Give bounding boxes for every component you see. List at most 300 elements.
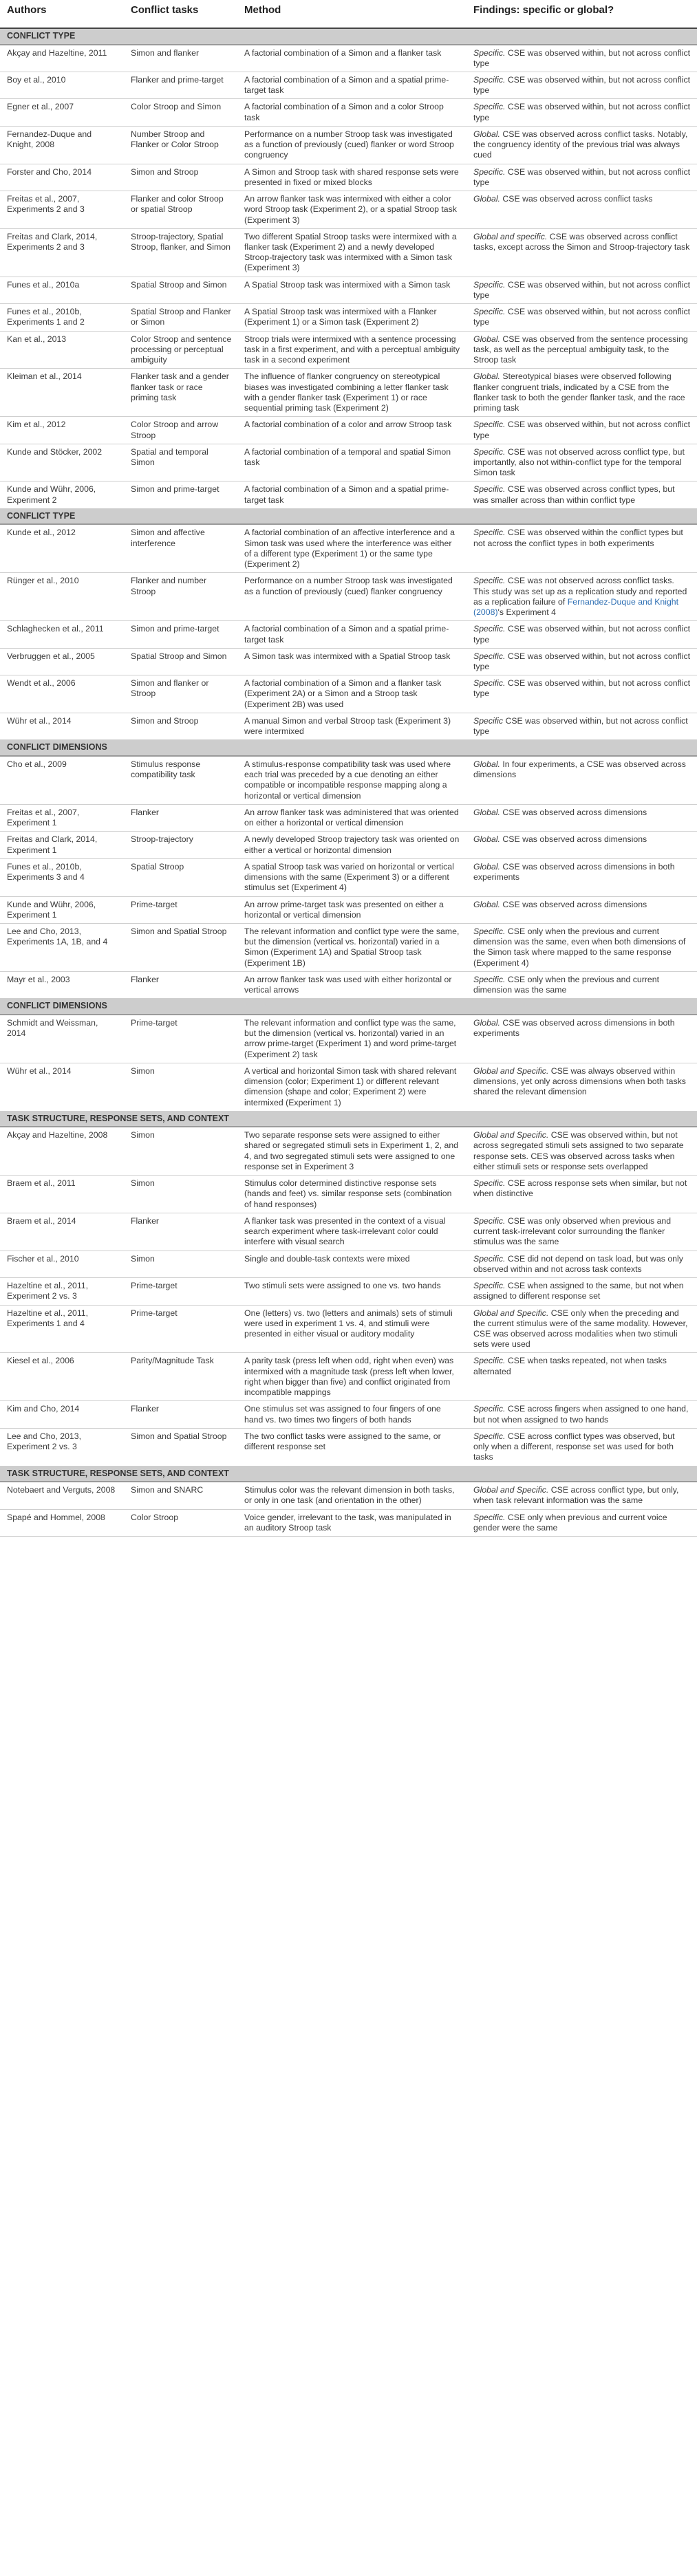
table-row bbox=[0, 369, 697, 417]
author-cell: Fernandez-Duque and Knight, 2008 bbox=[0, 126, 124, 164]
table-row bbox=[0, 832, 697, 858]
finding-verdict: Specific. bbox=[473, 1404, 506, 1414]
author-cell: Kan et al., 2013 bbox=[0, 331, 124, 369]
conflict-tasks-cell: Flanker and number Stroop bbox=[124, 573, 237, 621]
section-header-row bbox=[0, 999, 697, 1015]
findings-cell bbox=[467, 524, 697, 572]
finding-text: CSE was observed across dimensions bbox=[500, 807, 647, 817]
finding-text: CSE was observed within, but not across conflict type bbox=[473, 651, 691, 672]
method-cell: Two separate response sets were assigned to either shared or segregated stimuli sets in Experiment 1, 2, and 4, and two segregated stimuli sets were assigned to one response set in Experiment 3 bbox=[237, 1127, 467, 1175]
section-title: TASK STRUCTURE, RESPONSE SETS, AND CONTEXT bbox=[0, 1111, 697, 1127]
finding-verdict: Specific. bbox=[473, 1253, 506, 1264]
finding-text: In four experiments, a CSE was observed across dimensions bbox=[473, 759, 686, 780]
findings-cell bbox=[467, 621, 697, 648]
conflict-tasks-cell: Simon and Spatial Stroop bbox=[124, 1428, 237, 1466]
table-row bbox=[0, 331, 697, 369]
finding-verdict: Specific. bbox=[473, 279, 506, 290]
finding-text: Stereotypical biases were observed following flanker congruent trials, indicated by a CSE from the flanker task to both the gender flanker task, and the race priming task bbox=[473, 371, 685, 413]
finding-text: CSE was always observed within dimensions, yet only across dimensions when both tasks shared the relevant dimension bbox=[473, 1065, 686, 1097]
author-cell: Kunde and Wühr, 2006, Experiment 1 bbox=[0, 896, 124, 923]
finding-verdict: Specific. bbox=[473, 1215, 506, 1226]
method-cell: An arrow flanker task was administered that was oriented on either a horizontal or vertical dimension bbox=[237, 804, 467, 831]
finding-verdict: Specific. bbox=[473, 528, 506, 538]
author-cell: Kim and Cho, 2014 bbox=[0, 1401, 124, 1428]
findings-cell bbox=[467, 1127, 697, 1175]
findings-cell bbox=[467, 923, 697, 971]
finding-verdict: Specific. bbox=[473, 974, 506, 984]
section-header-row bbox=[0, 28, 697, 45]
section-title: CONFLICT DIMENSIONS bbox=[0, 999, 697, 1015]
table-row bbox=[0, 675, 697, 713]
header-authors: Authors bbox=[0, 0, 124, 28]
table-row bbox=[0, 444, 697, 481]
conflict-tasks-cell: Simon bbox=[124, 1176, 237, 1213]
table-row bbox=[0, 804, 697, 831]
finding-verdict: Specific. bbox=[473, 446, 506, 457]
finding-verdict: Specific. bbox=[473, 47, 506, 58]
finding-text: CSE was observed across conflict tasks bbox=[500, 194, 653, 204]
finding-verdict: Global. bbox=[473, 129, 500, 139]
finding-text-tail: 's Experiment 4 bbox=[497, 607, 556, 618]
conflict-tasks-cell: Flanker task and a gender flanker task or race priming task bbox=[124, 369, 237, 417]
finding-verdict: Specific. bbox=[473, 102, 506, 112]
method-cell: Stimulus color determined distinctive response sets (hands and feet) vs. similar response sets (combination of hand responses) bbox=[237, 1176, 467, 1213]
author-cell: Spapé and Hommel, 2008 bbox=[0, 1509, 124, 1536]
table-row bbox=[0, 1509, 697, 1536]
findings-cell bbox=[467, 1305, 697, 1353]
header-row bbox=[0, 0, 697, 28]
method-cell: Two stimuli sets were assigned to one vs. two hands bbox=[237, 1278, 467, 1305]
author-cell: Freitas et al., 2007, Experiment 1 bbox=[0, 804, 124, 831]
table-row bbox=[0, 756, 697, 804]
method-cell: Performance on a number Stroop task was investigated as a function of previously (cued) flanker congruency bbox=[237, 573, 467, 621]
section-header-row bbox=[0, 1111, 697, 1127]
finding-verdict: Specific. bbox=[473, 166, 506, 177]
method-cell: A factorial combination of a Simon and a spatial prime-target task bbox=[237, 481, 467, 508]
conflict-tasks-cell: Spatial and temporal Simon bbox=[124, 444, 237, 481]
finding-verdict: Specific. bbox=[473, 624, 506, 634]
finding-verdict: Specific. bbox=[473, 74, 506, 85]
findings-cell bbox=[467, 1509, 697, 1536]
method-cell: A factorial combination of a Simon and a flanker task (Experiment 2A) or a Simon and a Stroop task (Experiment 2B) was used bbox=[237, 675, 467, 713]
method-cell: A parity task (press left when odd, right when even) was intermixed with a magnitude task (press left when lower, right when bigger than five) and conflict originated from incompatible mappings bbox=[237, 1353, 467, 1401]
method-cell: A Spatial Stroop task was intermixed with a Flanker (Experiment 1) or a Simon task (Experiment 2) bbox=[237, 304, 467, 331]
findings-cell bbox=[467, 756, 697, 804]
author-cell: Mayr et al., 2003 bbox=[0, 971, 124, 998]
conflict-tasks-cell: Simon bbox=[124, 1063, 237, 1111]
table-body bbox=[0, 28, 697, 1537]
finding-text: CSE was observed from the sentence processing task, as well as the perceptual ambiguity task, to the Stroop task bbox=[473, 334, 688, 365]
findings-cell bbox=[467, 1482, 697, 1509]
finding-verdict: Specific. bbox=[473, 307, 506, 317]
table-row bbox=[0, 1353, 697, 1401]
method-cell: One stimulus set was assigned to four fingers of one hand vs. two times two fingers of both hands bbox=[237, 1401, 467, 1428]
finding-text: CSE was observed within, but not across conflict type bbox=[473, 166, 691, 187]
finding-text: CSE was not observed across conflict tasks. This study was set up as a replication study and reported as a replication failure of bbox=[473, 576, 687, 607]
table-row bbox=[0, 164, 697, 191]
finding-text: CSE was observed across dimensions bbox=[500, 899, 647, 909]
conflict-tasks-cell: Prime-target bbox=[124, 1015, 237, 1063]
findings-cell bbox=[467, 1015, 697, 1063]
table-row bbox=[0, 99, 697, 126]
author-cell: Funes et al., 2010b, Experiments 3 and 4 bbox=[0, 858, 124, 896]
findings-cell bbox=[467, 573, 697, 621]
finding-text: CSE only when the previous and current dimension was the same, even when both dimensions of the Simon task where mapped to the same response (Experiment 4) bbox=[473, 926, 686, 968]
author-cell: Wühr et al., 2014 bbox=[0, 713, 124, 739]
finding-verdict: Specific. bbox=[473, 420, 506, 430]
finding-text: CSE was observed within, but not across conflict type bbox=[473, 74, 691, 96]
author-cell: Kim et al., 2012 bbox=[0, 417, 124, 444]
finding-verdict: Global and Specific. bbox=[473, 1485, 549, 1495]
table-row bbox=[0, 417, 697, 444]
finding-text: CSE only when the previous and current dimension was the same bbox=[473, 974, 660, 995]
header-findings: Findings: specific or global? bbox=[467, 0, 697, 28]
findings-cell bbox=[467, 675, 697, 713]
finding-text: CSE was observed within, but not across segregated stimuli sets assigned to two separate response sets. CES was observed across tasks when either stimuli sets or response sets overlapped bbox=[473, 1130, 684, 1171]
findings-cell bbox=[467, 713, 697, 739]
finding-text: CSE was not observed across conflict type, but importantly, also not within-conflict type for the temporal Simon task bbox=[473, 446, 685, 478]
finding-verdict: Global. bbox=[473, 899, 500, 909]
finding-text: CSE was observed across dimensions bbox=[500, 834, 647, 845]
findings-cell bbox=[467, 1176, 697, 1213]
method-cell: The relevant information and conflict type was the same, but the dimension (vertical vs. horizontal) varied in an arrow prime-target (Experiment 1) and word prime-target (Experiment 2) task bbox=[237, 1015, 467, 1063]
findings-cell bbox=[467, 1213, 697, 1251]
finding-text: CSE was observed within, but not across conflict type bbox=[473, 678, 691, 699]
finding-verdict: Global and Specific. bbox=[473, 1065, 549, 1076]
finding-verdict: Specific. bbox=[473, 576, 506, 586]
author-cell: Rünger et al., 2010 bbox=[0, 573, 124, 621]
finding-verdict: Global. bbox=[473, 834, 500, 845]
conflict-tasks-cell: Simon and prime-target bbox=[124, 481, 237, 508]
method-cell: A factorial combination of an affective interference and a Simon task was used where the interference was either of a different type (Experiment 1) or the same type (Experiment 2) bbox=[237, 524, 467, 572]
finding-verdict: Specific. bbox=[473, 651, 506, 661]
conflict-tasks-cell: Prime-target bbox=[124, 896, 237, 923]
author-cell: Funes et al., 2010a bbox=[0, 277, 124, 303]
conflict-tasks-cell: Flanker bbox=[124, 804, 237, 831]
finding-verdict: Global. bbox=[473, 194, 500, 204]
finding-text: CSE was observed within, but not across conflict type bbox=[473, 420, 691, 440]
header-method: Method bbox=[237, 0, 467, 28]
findings-cell bbox=[467, 1401, 697, 1428]
author-cell: Egner et al., 2007 bbox=[0, 99, 124, 126]
author-cell: Funes et al., 2010b, Experiments 1 and 2 bbox=[0, 304, 124, 331]
method-cell: Two different Spatial Stroop tasks were intermixed with a flanker task (Experiment 2) and a newly developed Stroop-trajectory task was intermixed with a Simon task (Experiment 3) bbox=[237, 228, 467, 277]
finding-text: CSE across fingers when assigned to one hand, but not when assigned to two hands bbox=[473, 1404, 689, 1425]
conflict-tasks-cell: Stimulus response compatibility task bbox=[124, 756, 237, 804]
findings-cell bbox=[467, 304, 697, 331]
method-cell: A factorial combination of a temporal and spatial Simon task bbox=[237, 444, 467, 481]
method-cell: A vertical and horizontal Simon task with shared relevant dimension (color; Experiment 1) or different relevant dimension (shape and color; Experiment 2) were intermixed (Experiment 1) bbox=[237, 1063, 467, 1111]
table-row bbox=[0, 126, 697, 164]
findings-cell bbox=[467, 858, 697, 896]
author-cell: Hazeltine et al., 2011, Experiment 2 vs. 3 bbox=[0, 1278, 124, 1305]
findings-cell bbox=[467, 99, 697, 126]
conflict-tasks-cell: Stroop-trajectory, Spatial Stroop, flanker, and Simon bbox=[124, 228, 237, 277]
table-row bbox=[0, 858, 697, 896]
method-cell: One (letters) vs. two (letters and animals) sets of stimuli were used in experiment 1 vs. 4, and stimuli were presented in either visual or auditory modality bbox=[237, 1305, 467, 1353]
author-cell: Hazeltine et al., 2011, Experiments 1 and 4 bbox=[0, 1305, 124, 1353]
finding-text: CSE was observed across dimensions in both experiments bbox=[473, 861, 675, 883]
table-row bbox=[0, 1428, 697, 1466]
author-cell: Forster and Cho, 2014 bbox=[0, 164, 124, 191]
findings-cell bbox=[467, 832, 697, 858]
finding-verdict: Specific. bbox=[473, 926, 506, 936]
method-cell: A factorial combination of a color and arrow Stroop task bbox=[237, 417, 467, 444]
findings-cell bbox=[467, 444, 697, 481]
author-cell: Wendt et al., 2006 bbox=[0, 675, 124, 713]
finding-text: CSE was observed across conflict tasks, except across the Simon and Stroop-trajectory task bbox=[473, 231, 690, 252]
table-row bbox=[0, 228, 697, 277]
table-row bbox=[0, 72, 697, 98]
method-cell: Single and double-task contexts were mixed bbox=[237, 1251, 467, 1277]
finding-text: CSE was only observed when previous and current task-irrelevant color surrounding the flanker stimulus was the same bbox=[473, 1215, 672, 1247]
finding-text: CSE was observed within the conflict types but not across the conflict types in both experiments bbox=[473, 528, 683, 548]
finding-text: CSE when assigned to the same, but not when assigned to different response set bbox=[473, 1281, 684, 1301]
conflict-tasks-cell: Simon bbox=[124, 1251, 237, 1277]
finding-text: CSE was observed within, but not across conflict type bbox=[473, 47, 691, 68]
table-row bbox=[0, 1305, 697, 1353]
author-cell: Kunde et al., 2012 bbox=[0, 524, 124, 572]
conflict-tasks-cell: Spatial Stroop bbox=[124, 858, 237, 896]
author-cell: Akçay and Hazeltine, 2011 bbox=[0, 45, 124, 72]
findings-cell bbox=[467, 804, 697, 831]
findings-cell bbox=[467, 228, 697, 277]
finding-verdict: Global and Specific. bbox=[473, 1130, 549, 1140]
section-title: TASK STRUCTURE, RESPONSE SETS, AND CONTEXT bbox=[0, 1466, 697, 1482]
method-cell: A Simon and Stroop task with shared response sets were presented in fixed or mixed blocks bbox=[237, 164, 467, 191]
method-cell: A factorial combination of a Simon and a spatial prime-target task bbox=[237, 72, 467, 98]
author-cell: Cho et al., 2009 bbox=[0, 756, 124, 804]
table-row bbox=[0, 896, 697, 923]
conflict-tasks-cell: Color Stroop and Simon bbox=[124, 99, 237, 126]
author-cell: Fischer et al., 2010 bbox=[0, 1251, 124, 1277]
finding-verdict: Global. bbox=[473, 759, 500, 769]
table-row bbox=[0, 923, 697, 971]
findings-cell bbox=[467, 1353, 697, 1401]
table-row bbox=[0, 648, 697, 675]
finding-verdict: Global and Specific. bbox=[473, 1308, 549, 1318]
author-cell: Verbruggen et al., 2005 bbox=[0, 648, 124, 675]
table-row bbox=[0, 1063, 697, 1111]
finding-verdict: Global. bbox=[473, 371, 500, 382]
finding-text: CSE was observed across dimensions in both experiments bbox=[473, 1017, 675, 1039]
finding-text: CSE was observed across conflict types, but was smaller across than within conflict type bbox=[473, 484, 675, 505]
method-cell: The two conflict tasks were assigned to the same, or different response set bbox=[237, 1428, 467, 1466]
conflict-tasks-cell: Simon and Stroop bbox=[124, 164, 237, 191]
finding-text: CSE across conflict types was observed, but only when a different, response set was used for both tasks bbox=[473, 1431, 675, 1462]
author-cell: Lee and Cho, 2013, Experiment 2 vs. 3 bbox=[0, 1428, 124, 1466]
findings-cell bbox=[467, 331, 697, 369]
finding-verdict: Specific bbox=[473, 715, 504, 726]
findings-cell bbox=[467, 896, 697, 923]
section-header-row bbox=[0, 740, 697, 756]
method-cell: Stroop trials were intermixed with a sentence processing task in a first experiment, and with a perceptual ambiguity task in a second experiment bbox=[237, 331, 467, 369]
finding-verdict: Specific. bbox=[473, 1512, 506, 1522]
author-cell: Kleiman et al., 2014 bbox=[0, 369, 124, 417]
table-row bbox=[0, 481, 697, 508]
conflict-tasks-cell: Parity/Magnitude Task bbox=[124, 1353, 237, 1401]
finding-text: CSE only when the preceding and the current stimulus were of the same modality. However, CSE was observed across modalities when two stimuli sets were used bbox=[473, 1308, 688, 1350]
section-title: CONFLICT TYPE bbox=[0, 28, 697, 45]
author-cell: Akçay and Hazeltine, 2008 bbox=[0, 1127, 124, 1175]
finding-verdict: Global. bbox=[473, 807, 500, 817]
findings-cell bbox=[467, 1428, 697, 1466]
table-row bbox=[0, 1278, 697, 1305]
finding-verdict: Specific. bbox=[473, 1356, 506, 1366]
finding-verdict: Global. bbox=[473, 334, 500, 344]
findings-cell bbox=[467, 369, 697, 417]
method-cell: Voice gender, irrelevant to the task, was manipulated in an auditory Stroop task bbox=[237, 1509, 467, 1536]
conflict-tasks-cell: Color Stroop bbox=[124, 1509, 237, 1536]
author-cell: Schmidt and Weissman, 2014 bbox=[0, 1015, 124, 1063]
findings-cell bbox=[467, 971, 697, 998]
table-row bbox=[0, 971, 697, 998]
findings-cell bbox=[467, 1251, 697, 1277]
conflict-tasks-cell: Spatial Stroop and Simon bbox=[124, 277, 237, 303]
method-cell: The influence of flanker congruency on stereotypical biases was investigated combining a letter flanker task with a gender flanker task (Experiment 1) or race sequential priming task (Experiment 2) bbox=[237, 369, 467, 417]
table-row bbox=[0, 277, 697, 303]
finding-verdict: Specific. bbox=[473, 484, 506, 495]
table-row bbox=[0, 1401, 697, 1428]
finding-verdict: Global and specific. bbox=[473, 231, 548, 241]
method-cell: A factorial combination of a Simon and a flanker task bbox=[237, 45, 467, 72]
conflict-tasks-cell: Flanker and color Stroop or spatial Stroop bbox=[124, 191, 237, 229]
method-cell: Performance on a number Stroop task was investigated as a function of previously (cued) flanker or word Stroop congruency bbox=[237, 126, 467, 164]
method-cell: An arrow flanker task was used with either horizontal or vertical arrows bbox=[237, 971, 467, 998]
author-cell: Freitas and Clark, 2014, Experiment 1 bbox=[0, 832, 124, 858]
citation-link[interactable]: Fernandez-Duque and Knight (2008) bbox=[473, 596, 679, 618]
table-row bbox=[0, 713, 697, 739]
conflict-tasks-cell: Color Stroop and sentence processing or perceptual ambiguity bbox=[124, 331, 237, 369]
findings-cell bbox=[467, 277, 697, 303]
author-cell: Kiesel et al., 2006 bbox=[0, 1353, 124, 1401]
table-row bbox=[0, 1251, 697, 1277]
method-cell: A manual Simon and verbal Stroop task (Experiment 3) were intermixed bbox=[237, 713, 467, 739]
finding-verdict: Specific. bbox=[473, 1431, 506, 1441]
finding-text: CSE was observed across conflict tasks. Notably, the congruency identity of the previous trial was always cued bbox=[473, 129, 688, 160]
finding-text: CSE only when previous and current voice gender were the same bbox=[473, 1512, 667, 1533]
conflict-tasks-cell: Flanker bbox=[124, 1401, 237, 1428]
table-row bbox=[0, 191, 697, 229]
finding-text: CSE was observed within, but not across conflict type bbox=[473, 307, 691, 327]
findings-cell bbox=[467, 164, 697, 191]
method-cell: An arrow prime-target task was presented on either a horizontal or vertical dimension bbox=[237, 896, 467, 923]
table-row bbox=[0, 621, 697, 648]
author-cell: Notebaert and Verguts, 2008 bbox=[0, 1482, 124, 1509]
findings-cell bbox=[467, 72, 697, 98]
table-row bbox=[0, 573, 697, 621]
method-cell: A factorial combination of a Simon and a color Stroop task bbox=[237, 99, 467, 126]
conflict-tasks-cell: Spatial Stroop and Flanker or Simon bbox=[124, 304, 237, 331]
author-cell: Braem et al., 2011 bbox=[0, 1176, 124, 1213]
author-cell: Boy et al., 2010 bbox=[0, 72, 124, 98]
table-row bbox=[0, 45, 697, 72]
conflict-tasks-cell: Color Stroop and arrow Stroop bbox=[124, 417, 237, 444]
conflict-tasks-cell: Stroop-trajectory bbox=[124, 832, 237, 858]
findings-cell bbox=[467, 1063, 697, 1111]
method-cell: A spatial Stroop task was varied on horizontal or vertical dimensions with the same (Experiment 3) or a different stimulus set (Experiment 4) bbox=[237, 858, 467, 896]
table-row bbox=[0, 304, 697, 331]
method-cell: The relevant information and conflict type were the same, but the dimension (vertical vs. horizontal) varied in a Simon (Experiment 1A) and Spatial Stroop task (Experiment 1B) bbox=[237, 923, 467, 971]
author-cell: Kunde and Wühr, 2006, Experiment 2 bbox=[0, 481, 124, 508]
findings-cell bbox=[467, 191, 697, 229]
author-cell: Lee and Cho, 2013, Experiments 1A, 1B, and 4 bbox=[0, 923, 124, 971]
header-conflict-tasks: Conflict tasks bbox=[124, 0, 237, 28]
finding-verdict: Specific. bbox=[473, 678, 506, 689]
findings-cell bbox=[467, 45, 697, 72]
findings-cell bbox=[467, 1278, 697, 1305]
conflict-tasks-cell: Simon and affective interference bbox=[124, 524, 237, 572]
findings-cell bbox=[467, 648, 697, 675]
author-cell: Freitas and Clark, 2014, Experiments 2 and 3 bbox=[0, 228, 124, 277]
finding-text: CSE was observed within, but not across conflict type bbox=[473, 102, 691, 122]
finding-text: CSE was observed within, but not across conflict type bbox=[473, 624, 691, 645]
method-cell: Stimulus color was the relevant dimension in both tasks, or only in one task (and orientation in the other) bbox=[237, 1482, 467, 1509]
table-row bbox=[0, 1015, 697, 1063]
finding-text: CSE did not depend on task load, but was only observed within and not across task contexts bbox=[473, 1253, 683, 1274]
conflict-tasks-cell: Simon and Spatial Stroop bbox=[124, 923, 237, 971]
conflict-tasks-cell: Flanker bbox=[124, 971, 237, 998]
method-cell: A stimulus-response compatibility task was used where each trial was preceded by a cue denoting an either compatible or incompatible response mapping along a horizontal or vertical dimension bbox=[237, 756, 467, 804]
method-cell: A Simon task was intermixed with a Spatial Stroop task bbox=[237, 648, 467, 675]
finding-text: CSE was observed within, but not across conflict type bbox=[473, 279, 691, 300]
findings-cell bbox=[467, 126, 697, 164]
finding-verdict: Global. bbox=[473, 1017, 500, 1028]
conflict-tasks-cell: Prime-target bbox=[124, 1278, 237, 1305]
findings-cell bbox=[467, 481, 697, 508]
conflict-tasks-cell: Simon and SNARC bbox=[124, 1482, 237, 1509]
conflict-tasks-cell: Simon and flanker or Stroop bbox=[124, 675, 237, 713]
conflict-tasks-cell: Simon bbox=[124, 1127, 237, 1175]
method-cell: A Spatial Stroop task was intermixed with a Simon task bbox=[237, 277, 467, 303]
author-cell: Kunde and Stöcker, 2002 bbox=[0, 444, 124, 481]
table-row bbox=[0, 1176, 697, 1213]
conflict-tasks-cell: Spatial Stroop and Simon bbox=[124, 648, 237, 675]
section-title: CONFLICT DIMENSIONS bbox=[0, 740, 697, 756]
finding-text: CSE when tasks repeated, not when tasks alternated bbox=[473, 1356, 667, 1376]
conflict-tasks-cell: Simon and Stroop bbox=[124, 713, 237, 739]
section-title: CONFLICT TYPE bbox=[0, 508, 697, 524]
conflict-tasks-cell: Flanker bbox=[124, 1213, 237, 1251]
method-cell: A factorial combination of a Simon and a spatial prime-target task bbox=[237, 621, 467, 648]
method-cell: An arrow flanker task was intermixed with either a color word Stroop task (Experiment 2), or a spatial Stroop task (Experiment 3) bbox=[237, 191, 467, 229]
findings-cell bbox=[467, 417, 697, 444]
table-row bbox=[0, 524, 697, 572]
section-header-row bbox=[0, 508, 697, 524]
conflict-tasks-cell: Number Stroop and Flanker or Color Stroop bbox=[124, 126, 237, 164]
method-cell: A flanker task was presented in the context of a visual search experiment where task-irrelevant color could interfere with visual search bbox=[237, 1213, 467, 1251]
finding-verdict: Global. bbox=[473, 861, 500, 872]
table-row bbox=[0, 1127, 697, 1175]
finding-text: CSE across conflict type, but only, when task relevant information was the same bbox=[473, 1485, 679, 1506]
finding-verdict: Specific. bbox=[473, 1281, 506, 1291]
author-cell: Schlaghecken et al., 2011 bbox=[0, 621, 124, 648]
conflict-tasks-cell: Simon and flanker bbox=[124, 45, 237, 72]
finding-text: CSE across response sets when similar, but not when distinctive bbox=[473, 1178, 687, 1199]
table-row bbox=[0, 1213, 697, 1251]
method-cell: A newly developed Stroop trajectory task was oriented on either a vertical or horizontal dimension bbox=[237, 832, 467, 858]
section-header-row bbox=[0, 1466, 697, 1482]
conflict-tasks-cell: Simon and prime-target bbox=[124, 621, 237, 648]
finding-verdict: Specific. bbox=[473, 1178, 506, 1189]
finding-text: CSE was observed within, but not across conflict type bbox=[473, 715, 688, 737]
author-cell: Freitas et al., 2007, Experiments 2 and 3 bbox=[0, 191, 124, 229]
conflict-tasks-cell: Prime-target bbox=[124, 1305, 237, 1353]
author-cell: Wühr et al., 2014 bbox=[0, 1063, 124, 1111]
table-row bbox=[0, 1482, 697, 1509]
conflict-tasks-cell: Flanker and prime-target bbox=[124, 72, 237, 98]
author-cell: Braem et al., 2014 bbox=[0, 1213, 124, 1251]
